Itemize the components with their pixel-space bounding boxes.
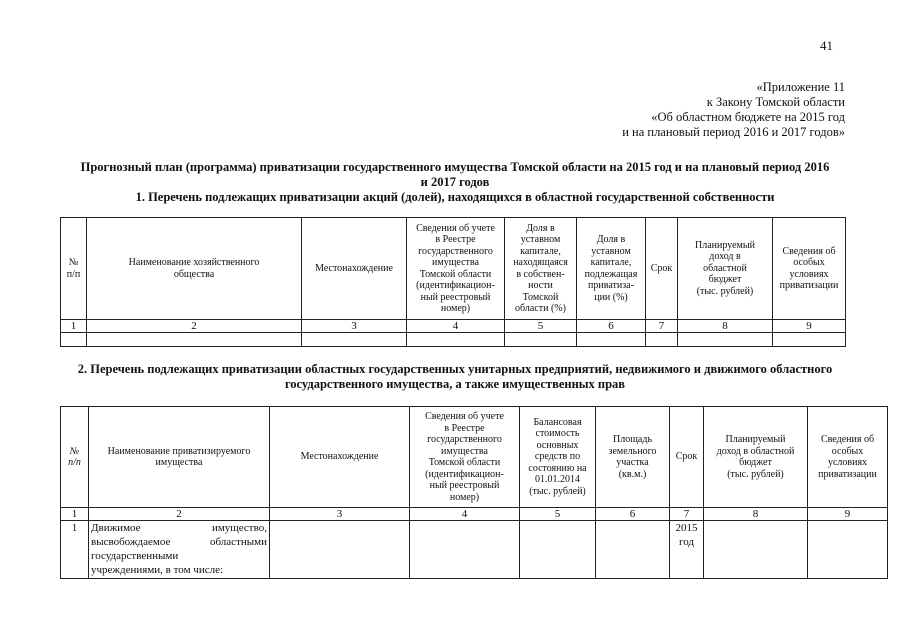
column-number-row <box>61 508 888 521</box>
column-number: 4 <box>407 320 505 333</box>
table-cell <box>808 521 888 579</box>
col-header-registry: Сведения об учете в Реестре государственного имущества Томской области (идентификацион- ный реестровый номер) <box>410 407 520 508</box>
column-number: 5 <box>520 508 596 521</box>
table-cell <box>410 521 520 579</box>
col-header-conditions: Сведения об особых условиях приватизации <box>773 218 846 320</box>
column-number: 7 <box>670 508 704 521</box>
col-header-income: Планируемый доход в областной бюджет (тыс. рублей) <box>678 218 773 320</box>
column-number: 9 <box>808 508 888 521</box>
column-number: 5 <box>505 320 577 333</box>
column-number: 3 <box>270 508 410 521</box>
col-header-number: № п/п <box>61 407 89 508</box>
table-cell <box>646 333 678 347</box>
table-cell <box>87 333 302 347</box>
table-header-row <box>61 218 846 320</box>
col-header-term: Срок <box>670 407 704 508</box>
column-number: 6 <box>577 320 646 333</box>
section2-heading-line: 2. Перечень подлежащих приватизации областных государственных унитарных предприятий, недвижимого и движимого областного <box>77 362 833 376</box>
term-cell: 2015 год <box>670 521 704 579</box>
section2-heading <box>60 362 850 392</box>
appendix-line: и на плановый период 2016 и 2017 годов» <box>622 125 845 139</box>
table-cell <box>505 333 577 347</box>
section1-heading: 1. Перечень подлежащих приватизации акций (долей), находящихся в областной государственной собственности <box>135 190 775 204</box>
col-header-income: Планируемый доход в областной бюджет (тыс. рублей) <box>704 407 808 508</box>
col-header-location: Местонахождение <box>270 407 410 508</box>
section1-table <box>60 217 846 347</box>
title-line: и 2017 годов <box>420 175 490 189</box>
title-line: Прогнозный план (программа) приватизации государственного имущества Томской области на 2015 год и на плановый период 2016 <box>80 160 830 174</box>
column-number: 4 <box>410 508 520 521</box>
section2-table <box>60 406 888 579</box>
col-header-share-owned: Доля в уставном капитале, находящаяся в собствен- ности Томской области (%) <box>505 218 577 320</box>
property-name-cell: Движимое имущество, высвобождаемое областными государственными учреждениями, в том числе: <box>89 521 270 579</box>
column-number: 9 <box>773 320 846 333</box>
table-cell <box>678 333 773 347</box>
table-row <box>61 521 888 579</box>
column-number: 1 <box>61 508 89 521</box>
column-number: 7 <box>646 320 678 333</box>
column-number: 8 <box>678 320 773 333</box>
appendix-header <box>622 80 845 140</box>
row-number: 1 <box>61 521 89 579</box>
column-number-row <box>61 320 846 333</box>
column-number: 2 <box>89 508 270 521</box>
table-cell <box>577 333 646 347</box>
table-cell <box>520 521 596 579</box>
section2-heading-line: государственного имущества, а также имущественных прав <box>284 377 626 391</box>
column-number: 8 <box>704 508 808 521</box>
appendix-line: «Об областном бюджете на 2015 год <box>651 110 845 124</box>
col-header-book-value: Балансовая стоимость основных средств по состоянию на 01.01.2014 (тыс. рублей) <box>520 407 596 508</box>
table-cell <box>302 333 407 347</box>
col-header-conditions: Сведения об особых условиях приватизации <box>808 407 888 508</box>
col-header-number: № п/п <box>61 218 87 320</box>
table-cell <box>704 521 808 579</box>
col-header-company-name: Наименование хозяйственного общества <box>87 218 302 320</box>
table-cell <box>596 521 670 579</box>
table-cell <box>270 521 410 579</box>
appendix-line: к Закону Томской области <box>706 95 845 109</box>
page-number: 41 <box>820 38 833 53</box>
document-title <box>60 160 850 190</box>
col-header-property-name: Наименование приватизируемого имущества <box>89 407 270 508</box>
table-cell <box>61 333 87 347</box>
col-header-registry: Сведения об учете в Реестре государственного имущества Томской области (идентификацион- ный реестровый номер) <box>407 218 505 320</box>
table-cell <box>407 333 505 347</box>
column-number: 3 <box>302 320 407 333</box>
table-cell <box>773 333 846 347</box>
col-header-share-privatized: Доля в уставном капитале, подлежащая приватиза- ции (%) <box>577 218 646 320</box>
col-header-term: Срок <box>646 218 678 320</box>
col-header-land-area: Площадь земельного участка (кв.м.) <box>596 407 670 508</box>
column-number: 1 <box>61 320 87 333</box>
col-header-location: Местонахождение <box>302 218 407 320</box>
table-row-empty <box>61 333 846 347</box>
appendix-line: «Приложение 11 <box>756 80 845 94</box>
column-number: 2 <box>87 320 302 333</box>
table-header-row <box>61 407 888 508</box>
column-number: 6 <box>596 508 670 521</box>
